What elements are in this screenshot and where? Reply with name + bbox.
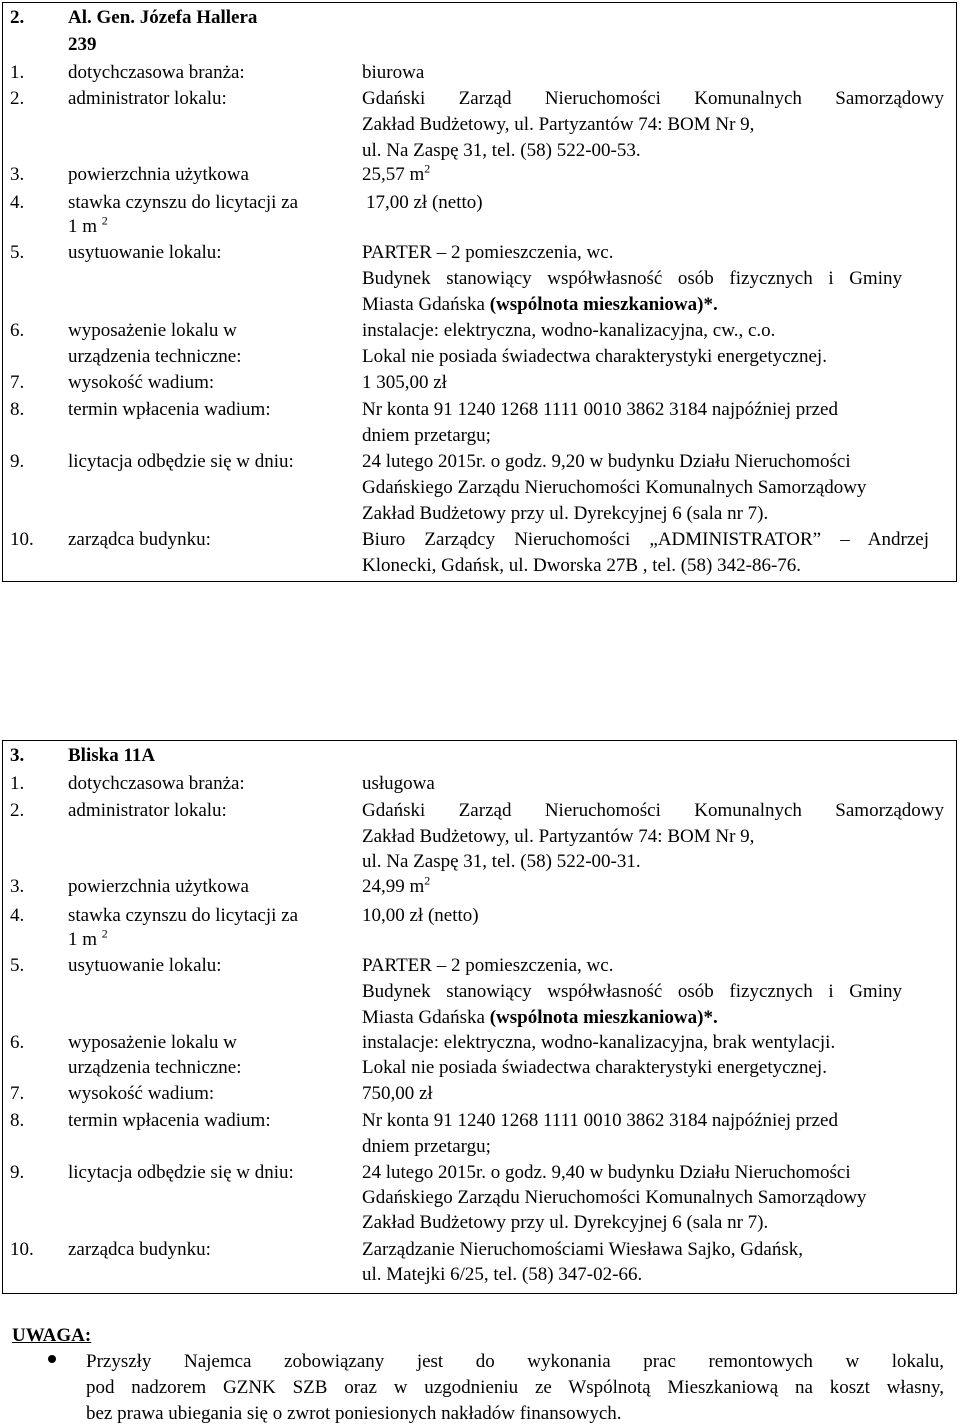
listing-number: 2. bbox=[10, 7, 25, 28]
note-text bbox=[86, 1349, 944, 1427]
row-number: 9. bbox=[10, 1162, 25, 1183]
row-number: 4. bbox=[10, 905, 25, 926]
row-value: 24 lutego 2015r. o godz. 9,20 w budynku Działu Nieruchomości bbox=[362, 451, 851, 472]
row-value: Zakład Budżetowy przy ul. Dyrekcyjnej 6 (sala nr 7). bbox=[362, 1212, 769, 1233]
row-number: 9. bbox=[10, 451, 25, 472]
row-number: 2. bbox=[10, 800, 25, 821]
listing-house-number: 239 bbox=[68, 34, 97, 55]
row-number: 2. bbox=[10, 88, 25, 109]
row-number: 8. bbox=[10, 1110, 25, 1131]
row-value: PARTER – 2 pomieszczenia, wc. bbox=[362, 242, 614, 263]
row-label: termin wpłacenia wadium: bbox=[68, 399, 271, 420]
row-label: dotychczasowa branża: bbox=[68, 62, 245, 83]
row-number: 10. bbox=[10, 529, 34, 550]
row-value: Zakład Budżetowy, ul. Partyzantów 74: BOM Nr 9, bbox=[362, 826, 755, 847]
row-value: Gdańskiego Zarządu Nieruchomości Komunalnych Samorządowy bbox=[362, 477, 867, 498]
row-label: licytacja odbędzie się w dniu: bbox=[68, 451, 294, 472]
listing-street: Bliska 11A bbox=[68, 745, 156, 766]
row-value: instalacje: elektryczna, wodno-kanalizacyjna, cw., c.o. bbox=[362, 320, 776, 341]
row-number: 8. bbox=[10, 399, 25, 420]
row-value: 10,00 zł (netto) bbox=[362, 905, 479, 926]
row-value: 1 305,00 zł bbox=[362, 372, 447, 393]
row-value: Nr konta 91 1240 1268 1111 0010 3862 3184 najpóźniej przed bbox=[362, 399, 838, 420]
row-value: biurowa bbox=[362, 62, 425, 83]
row-value: 24 lutego 2015r. o godz. 9,40 w budynku Działu Nieruchomości bbox=[362, 1162, 851, 1183]
note-heading: UWAGA: bbox=[12, 1325, 92, 1346]
row-number: 5. bbox=[10, 242, 25, 263]
row-label: wysokość wadium: bbox=[68, 372, 215, 393]
row-label: stawka czynszu do licytacji za bbox=[68, 192, 299, 213]
note-line: Przyszły Najemca zobowiązany jest do wykonania prac remontowych w lokalu, bbox=[86, 1351, 944, 1372]
row-value: ul. Na Zaspę 31, tel. (58) 522-00-53. bbox=[362, 140, 641, 161]
row-value: 750,00 zł bbox=[362, 1083, 433, 1104]
row-value: 17,00 zł (netto) bbox=[366, 192, 483, 213]
row-label: dotychczasowa branża: bbox=[68, 773, 245, 794]
row-label: urządzenia techniczne: bbox=[68, 1057, 242, 1078]
row-value: Zakład Budżetowy, ul. Partyzantów 74: BOM Nr 9, bbox=[362, 114, 755, 135]
row-label: usytuowanie lokalu: bbox=[68, 955, 222, 976]
row-value-area: 24,99 $m^2$ bbox=[362, 873, 431, 897]
row-value-ownership: Miasta Gdańska (wspólnota mieszkaniowa)*. bbox=[362, 294, 718, 315]
row-label: wyposażenie lokalu w bbox=[68, 1032, 237, 1053]
row-value: ul. Na Zaspę 31, tel. (58) 522-00-31. bbox=[362, 851, 641, 872]
row-label-unit: 1 m $^2$ bbox=[68, 926, 108, 950]
row-value: instalacje: elektryczna, wodno-kanalizacyjna, brak wentylacji. bbox=[362, 1032, 836, 1053]
row-label: powierzchnia użytkowa bbox=[68, 876, 249, 897]
row-value: Lokal nie posiada świadectwa charakterystyki energetycznej. bbox=[362, 1057, 827, 1078]
row-number: 4. bbox=[10, 192, 25, 213]
row-label: wysokość wadium: bbox=[68, 1083, 215, 1104]
row-label: termin wpłacenia wadium: bbox=[68, 1110, 271, 1131]
note-line: pod nadzorem GZNK SZB oraz w uzgodnieniu ze Wspólnotą Mieszkaniową na koszt własny, bbox=[86, 1377, 944, 1398]
row-label: wyposażenie lokalu w bbox=[68, 320, 237, 341]
row-number: 3. bbox=[10, 164, 25, 185]
row-value-ownership: Miasta Gdańska (wspólnota mieszkaniowa)*. bbox=[362, 1007, 718, 1028]
row-value: dniem przetargu; bbox=[362, 1136, 491, 1157]
row-number: 10. bbox=[10, 1239, 34, 1260]
row-number: 6. bbox=[10, 1032, 25, 1053]
row-number: 6. bbox=[10, 320, 25, 341]
row-value: Zarządzanie Nieruchomościami Wiesława Sajko, Gdańsk, bbox=[362, 1239, 804, 1260]
row-number: 3. bbox=[10, 876, 25, 897]
row-number: 1. bbox=[10, 62, 25, 83]
row-label: administrator lokalu: bbox=[68, 88, 227, 109]
row-value: Gdańskiego Zarządu Nieruchomości Komunalnych Samorządowy bbox=[362, 1187, 867, 1208]
row-value: Budynek stanowiący współwłasność osób fizycznych i Gminy bbox=[362, 268, 902, 289]
row-label-unit: 1 m $^2$ bbox=[68, 213, 108, 237]
row-value: Gdański Zarząd Nieruchomości Komunalnych Samorządowy bbox=[362, 88, 944, 109]
row-label: administrator lokalu: bbox=[68, 800, 227, 821]
row-value: Lokal nie posiada świadectwa charakterystyki energetycznej. bbox=[362, 346, 827, 367]
row-label: stawka czynszu do licytacji za bbox=[68, 905, 299, 926]
row-value: Klonecki, Gdańsk, ul. Dworska 27B , tel. (58) 342-86-76. bbox=[362, 555, 802, 576]
row-number: 7. bbox=[10, 1083, 25, 1104]
row-value: Budynek stanowiący współwłasność osób fizycznych i Gminy bbox=[362, 981, 902, 1002]
row-value: ul. Matejki 6/25, tel. (58) 347-02-66. bbox=[362, 1264, 643, 1285]
row-value: Zakład Budżetowy przy ul. Dyrekcyjnej 6 (sala nr 7). bbox=[362, 503, 769, 524]
row-number: 5. bbox=[10, 955, 25, 976]
row-label: usytuowanie lokalu: bbox=[68, 242, 222, 263]
row-label: licytacja odbędzie się w dniu: bbox=[68, 1162, 294, 1183]
row-label: powierzchnia użytkowa bbox=[68, 164, 249, 185]
row-number: 7. bbox=[10, 372, 25, 393]
row-value: dniem przetargu; bbox=[362, 425, 491, 446]
row-value: usługowa bbox=[362, 773, 435, 794]
listing-number: 3. bbox=[10, 745, 25, 766]
row-value-area: 25,57 $m^2$ bbox=[362, 161, 431, 185]
bullet-icon bbox=[48, 1355, 56, 1363]
row-label: urządzenia techniczne: bbox=[68, 346, 242, 367]
row-value: Nr konta 91 1240 1268 1111 0010 3862 3184 najpóźniej przed bbox=[362, 1110, 838, 1131]
row-number: 1. bbox=[10, 773, 25, 794]
row-value: Biuro Zarządcy Nieruchomości „ADMINISTRATOR” – Andrzej bbox=[362, 529, 929, 550]
row-value: PARTER – 2 pomieszczenia, wc. bbox=[362, 955, 614, 976]
row-label: zarządca budynku: bbox=[68, 1239, 211, 1260]
note-line: bez prawa ubiegania się o zwrot poniesionych nakładów finansowych. bbox=[86, 1403, 622, 1424]
row-label: zarządca budynku: bbox=[68, 529, 211, 550]
row-value: Gdański Zarząd Nieruchomości Komunalnych Samorządowy bbox=[362, 800, 944, 821]
listing-street: Al. Gen. Józefa Hallera bbox=[68, 7, 258, 28]
